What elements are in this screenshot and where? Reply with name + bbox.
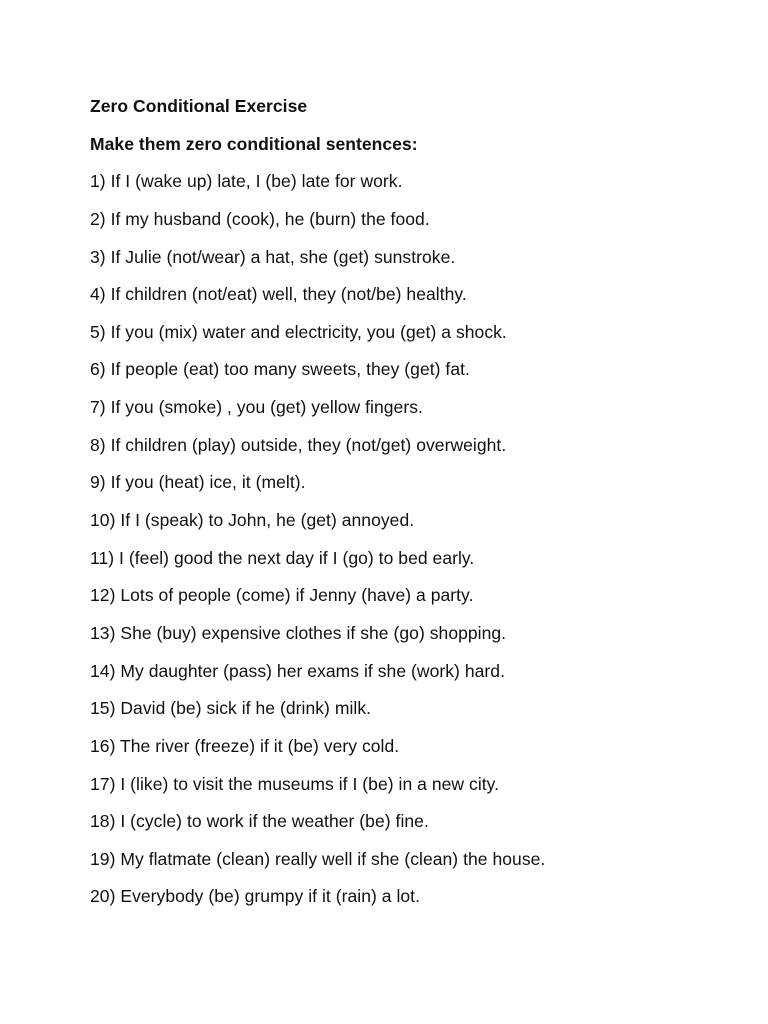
exercise-item-18: 18) I (cycle) to work if the weather (be) fine. xyxy=(90,811,429,832)
exercise-list xyxy=(90,169,730,922)
exercise-item-14: 14) My daughter (pass) her exams if she (work) hard. xyxy=(90,660,505,681)
exercise-item-12: 12) Lots of people (come) if Jenny (have) a party. xyxy=(90,585,474,606)
exercise-item-4: 4) If children (not/eat) well, they (not/be) healthy. xyxy=(90,284,467,305)
exercise-item-8: 8) If children (play) outside, they (not/get) overweight. xyxy=(90,434,507,455)
exercise-item-6: 6) If people (eat) too many sweets, they (get) fat. xyxy=(90,359,470,380)
document-title: Zero Conditional Exercise xyxy=(90,96,308,116)
exercise-item-3: 3) If Julie (not/wear) a hat, she (get) sunstroke. xyxy=(90,246,456,267)
document-instruction: Make them zero conditional sentences: xyxy=(90,133,418,154)
exercise-item-1: 1) If I (wake up) late, I (be) late for work. xyxy=(90,171,403,192)
exercise-item-20: 20) Everybody (be) grumpy if it (rain) a lot. xyxy=(90,886,421,907)
exercise-item-5: 5) If you (mix) water and electricity, you (get) a shock. xyxy=(90,321,507,342)
exercise-item-19: 19) My flatmate (clean) really well if she (clean) the house. xyxy=(90,848,546,869)
document-content xyxy=(90,94,730,922)
exercise-item-15: 15) David (be) sick if he (drink) milk. xyxy=(90,698,372,719)
exercise-item-11: 11) I (feel) good the next day if I (go) to bed early. xyxy=(90,547,475,568)
exercise-item-9: 9) If you (heat) ice, it (melt). xyxy=(90,472,306,493)
exercise-item-2: 2) If my husband (cook), he (burn) the food. xyxy=(90,208,430,229)
exercise-item-13: 13) She (buy) expensive clothes if she (go) shopping. xyxy=(90,622,507,643)
exercise-item-16: 16) The river (freeze) if it (be) very cold. xyxy=(90,735,400,756)
exercise-item-17: 17) I (like) to visit the museums if I (be) in a new city. xyxy=(90,773,500,794)
exercise-item-7: 7) If you (smoke) , you (get) yellow fingers. xyxy=(90,397,423,418)
exercise-item-10: 10) If I (speak) to John, he (get) annoyed. xyxy=(90,510,415,531)
